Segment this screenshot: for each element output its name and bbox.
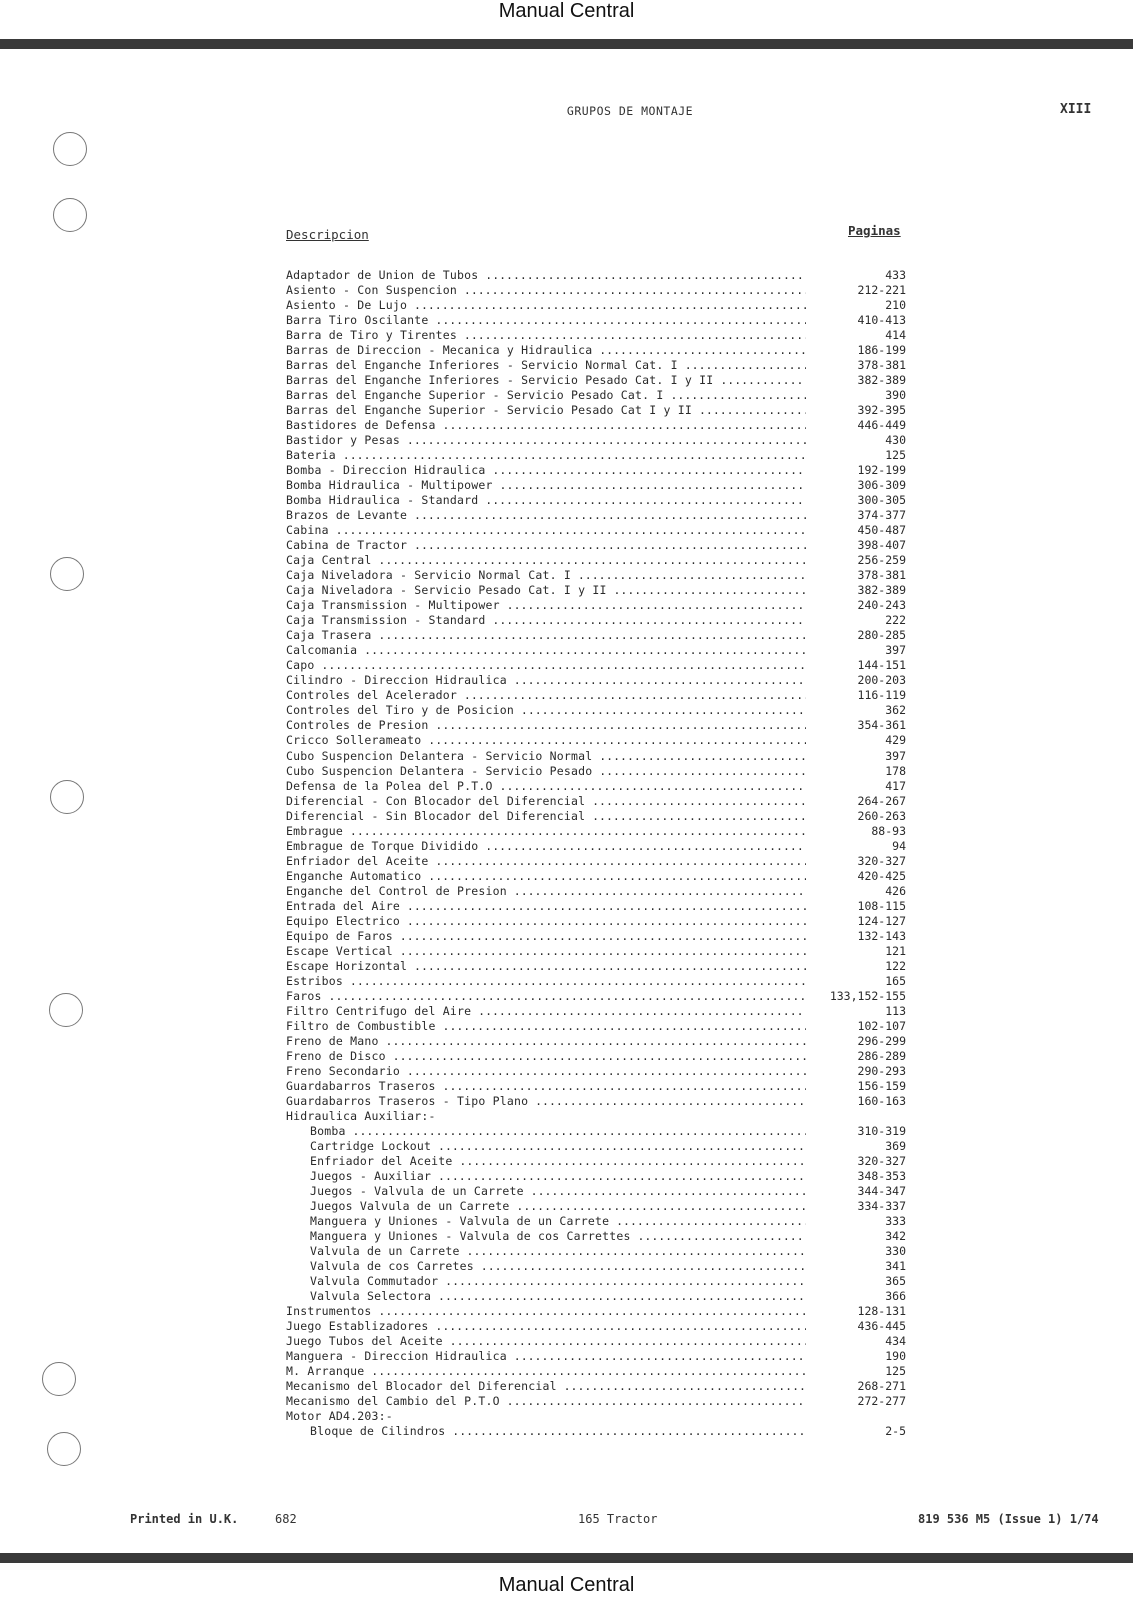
entry-label: Enfriador del Aceite ..... [286, 854, 806, 869]
entry-label: Juegos Valvula de un Carrete ..... [310, 1199, 806, 1214]
binder-hole [47, 1432, 81, 1466]
entry-pages: 392-395 [857, 403, 906, 418]
entry-label: Calcomania ..... [286, 643, 806, 658]
entry-pages: 436-445 [857, 1319, 906, 1334]
entry-pages: 430 [885, 433, 906, 448]
entry-pages: 434 [885, 1334, 906, 1349]
entry-pages: 260-263 [857, 808, 906, 823]
entry-pages: 342 [885, 1229, 906, 1243]
entry-label: Caja Central ..... [286, 553, 806, 568]
index-entry [286, 1214, 906, 1229]
entry-pages: 102-107 [857, 1018, 906, 1033]
index-entry [286, 959, 906, 974]
entry-label: Bomba Hidraulica - Multipower ..... [286, 478, 806, 493]
index-entry [286, 854, 906, 869]
column-header-description: Descripcion [286, 227, 369, 242]
entry-label: Caja Niveladora - Servicio Normal Cat. I ..... [286, 568, 806, 583]
entry-label: Bomba - Direccion Hidraulica ..... [286, 463, 806, 478]
footer-code: 819 536 M5 (Issue 1) 1/74 [918, 1512, 1099, 1526]
entry-label: Freno Secondario ..... [286, 1064, 806, 1079]
entry-label: Barras del Enganche Inferiores - Servicio Pesado Cat. I y II ..... [286, 373, 806, 388]
entry-pages: 222 [885, 613, 906, 628]
entry-pages: 296-299 [857, 1033, 906, 1048]
index-entry [286, 989, 906, 1004]
entry-label: Cubo Suspencion Delantera - Servicio Pesado ..... [286, 764, 806, 779]
footer-printed: Printed in U.K. [130, 1512, 239, 1526]
entry-label: Faros ..... [286, 989, 806, 1004]
index-entry [286, 283, 906, 298]
index-entry [286, 298, 906, 313]
binder-hole [53, 198, 87, 232]
entry-label: Hidraulica Auxiliar:- [286, 1108, 436, 1123]
entry-pages: 390 [885, 388, 906, 403]
index-entry [286, 718, 906, 733]
index-entry [286, 1199, 906, 1214]
entry-label: M. Arranque ..... [286, 1364, 806, 1379]
index-entry [286, 658, 906, 673]
index-entry [286, 403, 906, 418]
entry-label: Enganche del Control de Presion ..... [286, 884, 806, 899]
index-entry [286, 493, 906, 508]
index-entry [286, 1124, 906, 1139]
index-entry [286, 478, 906, 493]
index-entry [286, 1274, 906, 1289]
entry-label: Caja Niveladora - Servicio Pesado Cat. I y II ..... [286, 583, 806, 598]
entry-label: Capo ..... [286, 658, 806, 673]
index-entry [286, 328, 906, 343]
entry-pages: 268-271 [857, 1379, 906, 1394]
index-entry [286, 884, 906, 899]
index-group-heading [286, 1109, 906, 1124]
binder-hole [49, 993, 83, 1027]
index-entry [286, 1004, 906, 1019]
entry-label: Asiento - Con Suspencion ..... [286, 283, 806, 298]
entry-label: Bateria ..... [286, 448, 806, 463]
entry-pages: 330 [885, 1244, 906, 1259]
entry-pages: 410-413 [857, 313, 906, 328]
entry-pages: 382-389 [857, 583, 906, 598]
index-entry [286, 764, 906, 779]
index-entry [286, 388, 906, 403]
entry-pages: 190 [885, 1349, 906, 1364]
entry-label: Bomba ..... [310, 1124, 806, 1139]
entry-pages: 124-127 [857, 913, 906, 928]
entry-pages: 116-119 [857, 688, 906, 703]
index-entry [286, 1319, 906, 1334]
entry-pages: 128-131 [857, 1304, 906, 1319]
entry-pages: 125 [885, 448, 906, 463]
entry-label: Equipo Electrico ..... [286, 914, 806, 929]
index-entry [286, 628, 906, 643]
entry-pages: 397 [885, 748, 906, 763]
entry-pages: 366 [885, 1289, 906, 1304]
index-entry [286, 839, 906, 854]
index-entry [286, 688, 906, 703]
entry-pages: 121 [885, 943, 906, 958]
entry-pages: 433 [885, 268, 906, 282]
entry-pages: 382-389 [857, 373, 906, 388]
entry-pages: 362 [885, 703, 906, 718]
entry-pages: 240-243 [857, 598, 906, 613]
entry-pages: 420-425 [857, 868, 906, 883]
index-entry [286, 613, 906, 628]
entry-label: Cartridge Lockout ..... [310, 1139, 806, 1154]
entry-label: Estribos ..... [286, 974, 806, 989]
index-entry [286, 794, 906, 809]
entry-label: Juego Establizadores ..... [286, 1319, 806, 1334]
entry-label: Barras del Enganche Superior - Servicio Pesado Cat I y II ..... [286, 403, 806, 418]
index-entry [286, 538, 906, 553]
index-entry [286, 1364, 906, 1379]
index-entry [286, 1184, 906, 1199]
entry-label: Juego Tubos del Aceite ..... [286, 1334, 806, 1349]
entry-pages: 320-327 [857, 1153, 906, 1168]
entry-pages: 414 [885, 328, 906, 343]
index-entry [286, 433, 906, 448]
entry-label: Barras del Enganche Inferiores - Servicio Normal Cat. I ..... [286, 358, 806, 373]
entry-label: Valvula de un Carrete ..... [310, 1244, 806, 1259]
index-entry [286, 1289, 906, 1304]
entry-pages: 165 [885, 973, 906, 988]
entry-label: Enganche Automatico ..... [286, 869, 806, 884]
banner-bottom: Manual Central [498, 1574, 635, 1596]
index-entry [286, 1244, 906, 1259]
entry-pages: 417 [885, 778, 906, 793]
binder-hole [50, 780, 84, 814]
entry-label: Cabina ..... [286, 523, 806, 538]
entry-label: Caja Transmission - Standard ..... [286, 613, 806, 628]
entry-label: Caja Trasera ..... [286, 628, 806, 643]
entry-label: Asiento - De Lujo ..... [286, 298, 806, 313]
entry-label: Cabina de Tractor ..... [286, 538, 806, 553]
entry-label: Manguera - Direccion Hidraulica ..... [286, 1349, 806, 1364]
index-entry [286, 809, 906, 824]
entry-label: Defensa de la Polea del P.T.O ..... [286, 779, 806, 794]
index-entry [286, 779, 906, 794]
entry-label: Guardabarros Traseros - Tipo Plano ..... [286, 1094, 806, 1109]
index-entry [286, 1064, 906, 1079]
index-entry [286, 1019, 906, 1034]
entry-label: Cubo Suspencion Delantera - Servicio Normal ..... [286, 749, 806, 764]
footer-number: 682 [275, 1512, 297, 1526]
entry-label: Valvula Commutador ..... [310, 1274, 806, 1289]
entry-label: Bloque de Cilindros ..... [310, 1424, 806, 1439]
entry-pages: 160-163 [857, 1093, 906, 1108]
entry-label: Valvula de cos Carretes ..... [310, 1259, 806, 1274]
entry-label: Entrada del Aire ..... [286, 899, 806, 914]
entry-pages: 212-221 [857, 283, 906, 298]
index-entry [286, 523, 906, 538]
entry-label: Instrumentos ..... [286, 1304, 806, 1319]
index-entry [286, 583, 906, 598]
index-entry [286, 448, 906, 463]
entry-label: Bomba Hidraulica - Standard ..... [286, 493, 806, 508]
index-entry [286, 1049, 906, 1064]
entry-pages: 369 [885, 1138, 906, 1153]
entry-label: Filtro Centrifugo del Aire ..... [286, 1004, 806, 1019]
entry-pages: 378-381 [857, 568, 906, 583]
entry-pages: 108-115 [857, 898, 906, 913]
entry-label: Embrague ..... [286, 824, 806, 839]
index-entry [286, 733, 906, 748]
index-entry [286, 553, 906, 568]
entry-label: Mecanismo del Cambio del P.T.O ..... [286, 1394, 806, 1409]
index-entry [286, 1349, 906, 1364]
entry-label: Embrague de Torque Dividido ..... [286, 839, 806, 854]
index-entry [286, 1154, 906, 1169]
entry-pages: 300-305 [857, 493, 906, 508]
entry-pages: 264-267 [857, 793, 906, 808]
entry-pages: 354-361 [857, 718, 906, 733]
index-entry [286, 1259, 906, 1274]
top-rule [0, 39, 1133, 49]
entry-pages: 94 [892, 838, 906, 853]
entry-pages: 374-377 [857, 508, 906, 523]
entry-label: Escape Vertical ..... [286, 944, 806, 959]
page-roman-number: XIII [1060, 102, 1092, 117]
index-entry [286, 598, 906, 613]
entry-label: Freno de Disco ..... [286, 1049, 806, 1064]
index-entry [286, 1334, 906, 1349]
index-entry [286, 568, 906, 583]
entry-pages: 192-199 [857, 463, 906, 478]
index-entry [286, 373, 906, 388]
entry-label: Barras del Enganche Superior - Servicio Pesado Cat. I ..... [286, 388, 806, 403]
index-entry [286, 1094, 906, 1109]
index-entry [286, 1169, 906, 1184]
entry-pages: 446-449 [857, 418, 906, 433]
entry-pages: 88-93 [871, 823, 906, 838]
entry-label: Equipo de Faros ..... [286, 929, 806, 944]
index-entry [286, 869, 906, 884]
entry-pages: 286-289 [857, 1048, 906, 1063]
entry-pages: 200-203 [857, 673, 906, 688]
entry-pages: 178 [885, 763, 906, 778]
entry-pages: 397 [885, 643, 906, 658]
entry-pages: 280-285 [857, 628, 906, 643]
entry-pages: 333 [885, 1213, 906, 1228]
index-entry [286, 313, 906, 328]
entry-label: Adaptador de Union de Tubos ..... [286, 268, 806, 283]
banner-top: Manual Central [498, 0, 635, 22]
index-entry [286, 508, 906, 523]
binder-hole [53, 132, 87, 166]
entry-pages: 348-353 [857, 1168, 906, 1183]
entry-label: Barra Tiro Oscilante ..... [286, 313, 806, 328]
index-entry [286, 703, 906, 718]
entry-pages: 144-151 [857, 658, 906, 673]
entry-pages: 450-487 [857, 523, 906, 538]
index-entry [286, 944, 906, 959]
entry-label: Cricco Sollerameato ..... [286, 733, 806, 748]
index-entry [286, 463, 906, 478]
binder-hole [50, 557, 84, 591]
entry-pages: 306-309 [857, 478, 906, 493]
entry-label: Juegos - Auxiliar ..... [310, 1169, 806, 1184]
entry-label: Barra de Tiro y Tirentes ..... [286, 328, 806, 343]
index-entry [286, 268, 906, 283]
page-title: GRUPOS DE MONTAJE [566, 104, 694, 118]
index-entry [286, 899, 906, 914]
entry-label: Enfriador del Aceite ..... [310, 1154, 806, 1169]
entry-pages: 310-319 [857, 1123, 906, 1138]
index-entry [286, 914, 906, 929]
entry-pages: 320-327 [857, 853, 906, 868]
entry-pages: 133,152-155 [829, 988, 906, 1003]
entry-label: Filtro de Combustible ..... [286, 1019, 806, 1034]
entry-label: Valvula Selectora ..... [310, 1289, 806, 1304]
entry-label: Escape Horizontal ..... [286, 959, 806, 974]
index-entry [286, 1034, 906, 1049]
entry-label: Diferencial - Sin Blocador del Diferencial ..... [286, 809, 806, 824]
entry-label: Controles de Presion ..... [286, 718, 806, 733]
index-group-heading [286, 1409, 906, 1424]
entry-pages: 210 [885, 298, 906, 313]
entry-label: Manguera y Uniones - Valvula de un Carrete ..... [310, 1214, 806, 1229]
entry-label: Freno de Mano ..... [286, 1034, 806, 1049]
entry-pages: 341 [885, 1259, 906, 1274]
index-entry [286, 1139, 906, 1154]
entry-pages: 2-5 [885, 1424, 906, 1439]
column-header-pages: Paginas [848, 223, 901, 238]
entry-pages: 256-259 [857, 553, 906, 568]
index-entry [286, 673, 906, 688]
index-entry [286, 1304, 906, 1319]
entry-pages: 290-293 [857, 1063, 906, 1078]
index-entry [286, 418, 906, 433]
entry-label: Diferencial - Con Blocador del Diferencial ..... [286, 794, 806, 809]
entry-pages: 113 [885, 1003, 906, 1018]
entry-label: Controles del Acelerador ..... [286, 688, 806, 703]
index-entry [286, 974, 906, 989]
index-entry [286, 643, 906, 658]
index-entry [286, 1079, 906, 1094]
index-entry [286, 1229, 906, 1244]
entry-pages: 365 [885, 1274, 906, 1289]
entry-label: Bastidor y Pesas ..... [286, 433, 806, 448]
entry-label: Mecanismo del Blocador del Diferencial ..... [286, 1379, 806, 1394]
entry-pages: 426 [885, 883, 906, 898]
entry-label: Barras de Direccion - Mecanica y Hidraulica ..... [286, 343, 806, 358]
entry-label: Bastidores de Defensa ..... [286, 418, 806, 433]
entry-label: Brazos de Levante ..... [286, 508, 806, 523]
entry-label: Cilindro - Direccion Hidraulica ..... [286, 673, 806, 688]
entry-pages: 398-407 [857, 538, 906, 553]
index-list [286, 268, 906, 1439]
index-entry [286, 1424, 906, 1439]
index-entry [286, 343, 906, 358]
footer-model: 165 Tractor [578, 1512, 658, 1526]
index-entry [286, 358, 906, 373]
bottom-rule [0, 1553, 1133, 1563]
index-entry [286, 1379, 906, 1394]
index-entry [286, 824, 906, 839]
entry-pages: 344-347 [857, 1183, 906, 1198]
entry-label: Manguera y Uniones - Valvula de cos Carrettes ..... [310, 1229, 806, 1244]
index-entry [286, 749, 906, 764]
entry-pages: 132-143 [857, 928, 906, 943]
entry-label: Caja Transmission - Multipower ..... [286, 598, 806, 613]
entry-pages: 156-159 [857, 1078, 906, 1093]
index-entry [286, 929, 906, 944]
entry-pages: 122 [885, 958, 906, 973]
entry-pages: 429 [885, 733, 906, 748]
binder-hole [42, 1362, 76, 1396]
index-entry [286, 1394, 906, 1409]
entry-label: Guardabarros Traseros ..... [286, 1079, 806, 1094]
entry-label: Motor AD4.203:- [286, 1409, 393, 1424]
entry-pages: 125 [885, 1364, 906, 1379]
entry-pages: 272-277 [857, 1394, 906, 1409]
entry-pages: 334-337 [857, 1198, 906, 1213]
entry-pages: 378-381 [857, 358, 906, 373]
entry-label: Juegos - Valvula de un Carrete ..... [310, 1184, 806, 1199]
entry-pages: 186-199 [857, 343, 906, 358]
entry-label: Controles del Tiro y de Posicion ..... [286, 703, 806, 718]
